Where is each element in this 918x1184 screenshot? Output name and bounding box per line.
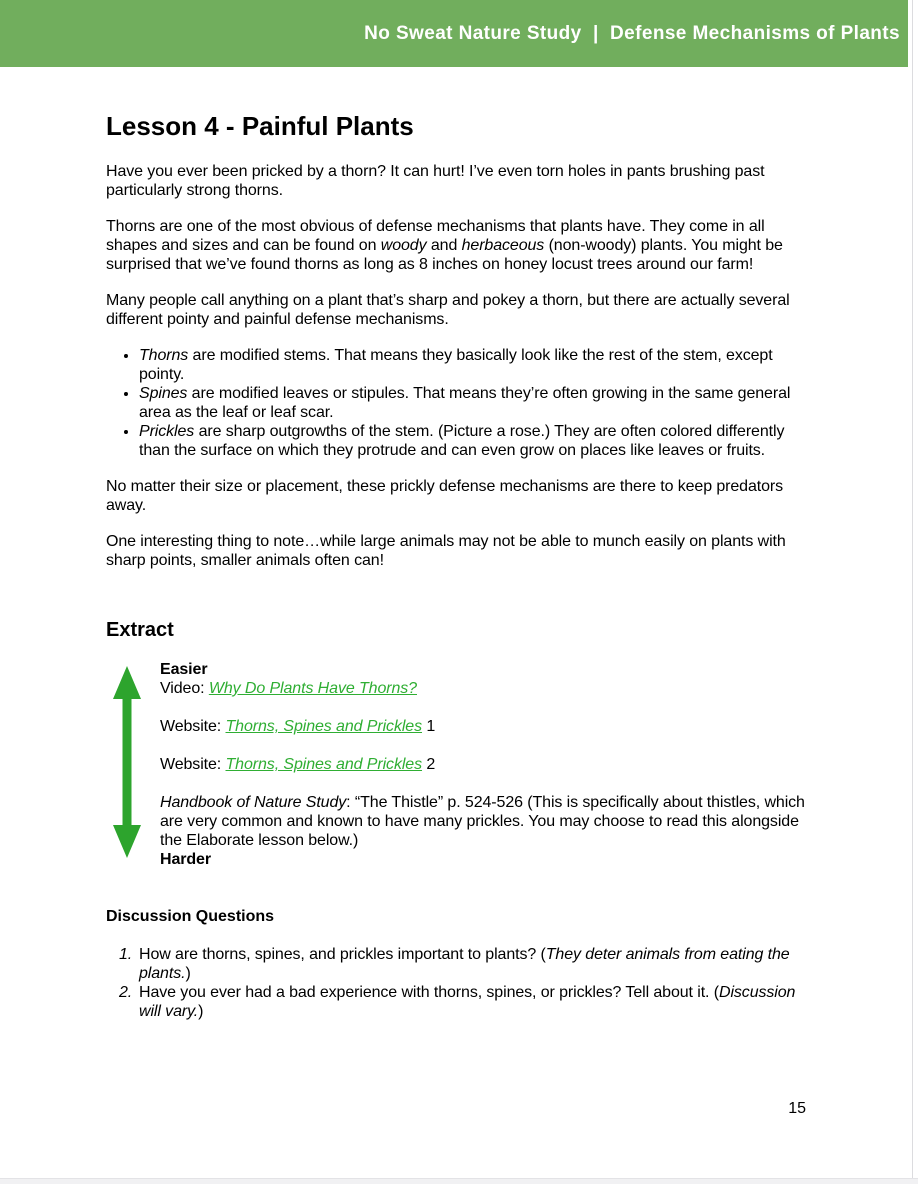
extract-heading: Extract (106, 619, 174, 641)
intro-paragraph-2: Thorns are one of the most obvious of defense mechanisms that plants have. They come in all shapes and sizes and can be found on woody and herbaceous (non-woody) plants. You might be surprised that we’ve found thorns as long as 8 inches on honey locust trees around our farm! (106, 218, 783, 273)
header-title: No Sweat Nature Study | Defense Mechanisms of Plants (364, 22, 900, 44)
bullet-item-thorns: • Thorns are modified stems. That means they basically look like the rest of the stem, except pointy. (139, 346, 799, 384)
easier-video-block (160, 660, 812, 698)
discussion-question-1 (106, 945, 806, 983)
harder-label: Harder (160, 851, 211, 868)
handbook-note: Handbook of Nature Study: “The Thistle” p. 524-526 (This is specifically about thistles, which are very common and known to have many prickles. You may choose to read this alongside the Elaborate lesson below.) (160, 794, 805, 849)
defense-mechanisms-list (106, 346, 799, 460)
extract-lines (160, 660, 812, 869)
closing-paragraph-2: One interesting thing to note…while large animals may not be able to munch easily on plants with sharp points, smaller animals often can! (106, 533, 786, 569)
website-line-1: Website: Thorns, Spines and Prickles 1 (160, 718, 436, 735)
extract-link[interactable]: Why Do Plants Have Thorns? (208, 680, 417, 697)
viewer-right-edge (912, 0, 913, 1178)
extract-section (106, 660, 812, 870)
question-text: Have you ever had a bad experience with thorns, spines, or prickles? Tell about it. (Discussion will vary.) (139, 984, 796, 1020)
website-line-2: Website: Thorns, Spines and Prickles 2 (160, 756, 436, 773)
video-line: Video: Why Do Plants Have Thorns? (160, 680, 417, 697)
page-content (0, 111, 908, 1021)
easier-label: Easier (160, 661, 208, 678)
bullet-item-prickles: • Prickles are sharp outgrowths of the stem. (Picture a rose.) They are often colored differently than the surface on which they protrude and can even grow on places like leaves or fruits. (139, 422, 799, 460)
bullet-item-spines: • Spines are modified leaves or stipules. That means they’re often growing in the same general area as the leaf or leaf scar. (139, 384, 799, 422)
intro-paragraph-1: Have you ever been pricked by a thorn? It can hurt! I’ve even torn holes in pants brushing past particularly strong thorns. (106, 163, 765, 199)
header-bar (0, 0, 908, 67)
closing-paragraph-1: No matter their size or placement, these prickly defense mechanisms are there to keep predators away. (106, 478, 784, 514)
difficulty-arrow-icon (112, 666, 142, 858)
discussion-questions-list (106, 945, 812, 1021)
extract-link[interactable]: Thorns, Spines and Prickles (225, 718, 423, 735)
handbook-harder-block (160, 793, 812, 869)
question-number: 1. (119, 946, 133, 963)
question-number: 2. (119, 984, 133, 1001)
question-text: How are thorns, spines, and prickles important to plants? (They deter animals from eating the plants.) (139, 946, 790, 982)
viewer-bottom-edge (0, 1178, 918, 1184)
intro-paragraph-3: Many people call anything on a plant that’s sharp and pokey a thorn, but there are actually several different pointy and painful defense mechanisms. (106, 292, 790, 328)
discussion-question-2 (106, 983, 806, 1021)
extract-link[interactable]: Thorns, Spines and Prickles (225, 756, 423, 773)
discussion-questions-heading: Discussion Questions (106, 908, 275, 925)
page-number: 15 (788, 1100, 806, 1117)
lesson-title: Lesson 4 - Painful Plants (106, 111, 414, 141)
